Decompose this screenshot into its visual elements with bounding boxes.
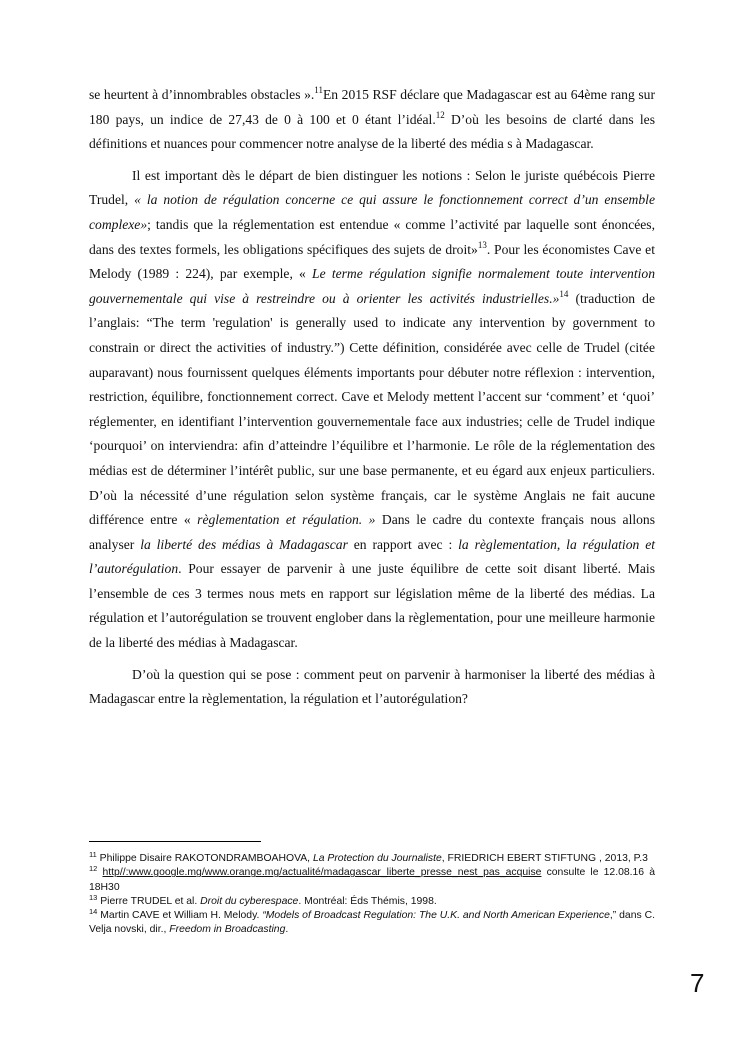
italic-text: Droit du cyberespace bbox=[200, 895, 299, 907]
italic-text: la liberté des médias à Madagascar bbox=[140, 536, 348, 552]
footnote bbox=[89, 892, 655, 909]
quote-cave-melody: Le terme régulation signifie normalement toute intervention gouvernementale qui vise à restreindre ou à orienter les activités industrielles.» bbox=[89, 266, 656, 306]
footnote-number: 11 bbox=[89, 850, 97, 859]
page-number: 7 bbox=[690, 968, 705, 998]
paragraph-1 bbox=[89, 83, 655, 157]
text: Dans le cadre du contexte français nous allons analyser bbox=[89, 512, 656, 552]
italic-text: la règlementation, la régulation et l’autorégulation bbox=[89, 536, 656, 577]
text: . Montréal: Éds Thémis, 1998. bbox=[298, 895, 437, 907]
footnote-separator bbox=[89, 841, 261, 842]
text: ; tandis que la réglementation est entendue « comme l’activité par laquelle sont énoncées, dans des textes formels, les obligations spécifiques des sujets de droit» bbox=[89, 216, 655, 257]
italic-text: La Protection du Journaliste bbox=[312, 853, 442, 864]
text: Martin CAVE et William H. Melody. bbox=[97, 910, 263, 922]
text: En 2015 RSF déclare que Madagascar est au 64ème rang sur 180 pays, un indice de 27,43 de 0 à 100 et 0 étant l’idéal. bbox=[89, 87, 656, 127]
text: Il est important dès le départ de bien distinguer les notions : Selon le juriste québécois Pierre Trudel, bbox=[89, 167, 655, 208]
footnote-ref[interactable]: 13 bbox=[477, 239, 487, 250]
footnote-number: 13 bbox=[89, 892, 98, 902]
italic-text: Freedom in Broadcasting bbox=[169, 924, 286, 936]
footnote-ref[interactable]: 14 bbox=[559, 288, 569, 299]
quote-trudel: « la notion de régulation concerne ce qui assure le fonctionnement correct d’un ensemble complexe» bbox=[89, 192, 655, 232]
text: . Pour essayer de parvenir à une juste équilibre de cette soit disant liberté. Mais l’ensemble de ces 3 termes nous mets en rapport sur législation même de la liberté des médias. La régulation et l’autorégulation se trouvent englober dans la règlementation, pour une meilleure harmonie de la liberté des médias à Madagascar. bbox=[89, 561, 655, 651]
text: . bbox=[285, 924, 289, 936]
italic-text: “Models of Broadcast Regulation: The U.K. and North American Experience bbox=[262, 910, 610, 922]
footnote-ref[interactable]: 11 bbox=[314, 85, 323, 95]
footnote-number: 12 bbox=[89, 864, 98, 874]
footnote bbox=[89, 909, 655, 938]
text: consulte le 12.08.16 à 18H30 bbox=[89, 867, 656, 893]
footnote bbox=[89, 866, 655, 895]
text: , FRIEDRICH EBERT STIFTUNG , 2013, P.3 bbox=[441, 853, 648, 864]
footnote bbox=[89, 852, 655, 866]
text: Philippe Disaire RAKOTONDRAMBOAHOVA, bbox=[96, 853, 313, 864]
footnote-ref[interactable]: 12 bbox=[435, 109, 445, 120]
text: ,” dans C. Velja novski, dir., bbox=[89, 910, 655, 936]
text: en rapport avec : bbox=[347, 536, 459, 552]
text: . Pour les économistes Cave et Melody (1989 : 224), par exemple, « bbox=[89, 241, 655, 282]
text: Pierre TRUDEL et al. bbox=[97, 895, 201, 907]
footnote-link[interactable]: http//:www.google.mg/www.orange.mg/actualité/madagascar_liberte_presse_nest_pas_acquise bbox=[102, 867, 542, 879]
paragraph-2 bbox=[89, 164, 655, 656]
footnote-number: 14 bbox=[89, 907, 98, 917]
text: (traduction de l’anglais: “The term 'regulation' is generally used to indicate any intervention by government to constrain or direct the activities of industry.”) Cette définition, considérée avec celle de Trudel (citée auparavant) nous fournissent quelques éléments importants pour débuter notre réflexion : intervention, restriction, équilibre, fonctionnement correct. Cave et Melody mettent l’accent sur ‘comment’ et ‘quoi’ réglementer, en identifiant l’intervention gouvernementale face aux industries; celle de Trudel indique ‘pourquoi’ on interviendra: afin d’atteindre l’équilibre et l’harmonie. Le rôle de la réglementation des médias est de déterminer l’intérêt public, sur une base permanente, et eu égard aux enjeux particuliers. D’où la nécessité d’une régulation selon système français, car le système Anglais ne fait aucune différence entre « bbox=[89, 290, 655, 528]
text: D’où les besoins de clarté dans les définitions et nuances pour commencer notre analyse de la liberté des média s à Madagascar. bbox=[89, 111, 656, 152]
paragraph-3: D’où la question qui se pose : comment peut on parvenir à harmoniser la liberté des médias à Madagascar entre la règlementation, la régulation et l’autorégulation? bbox=[89, 666, 655, 707]
italic-text: règlementation et régulation. » bbox=[197, 512, 376, 528]
page-body bbox=[89, 83, 655, 712]
footnotes bbox=[89, 852, 655, 938]
text: se heurtent à d’innombrables obstacles ». bbox=[89, 87, 315, 102]
